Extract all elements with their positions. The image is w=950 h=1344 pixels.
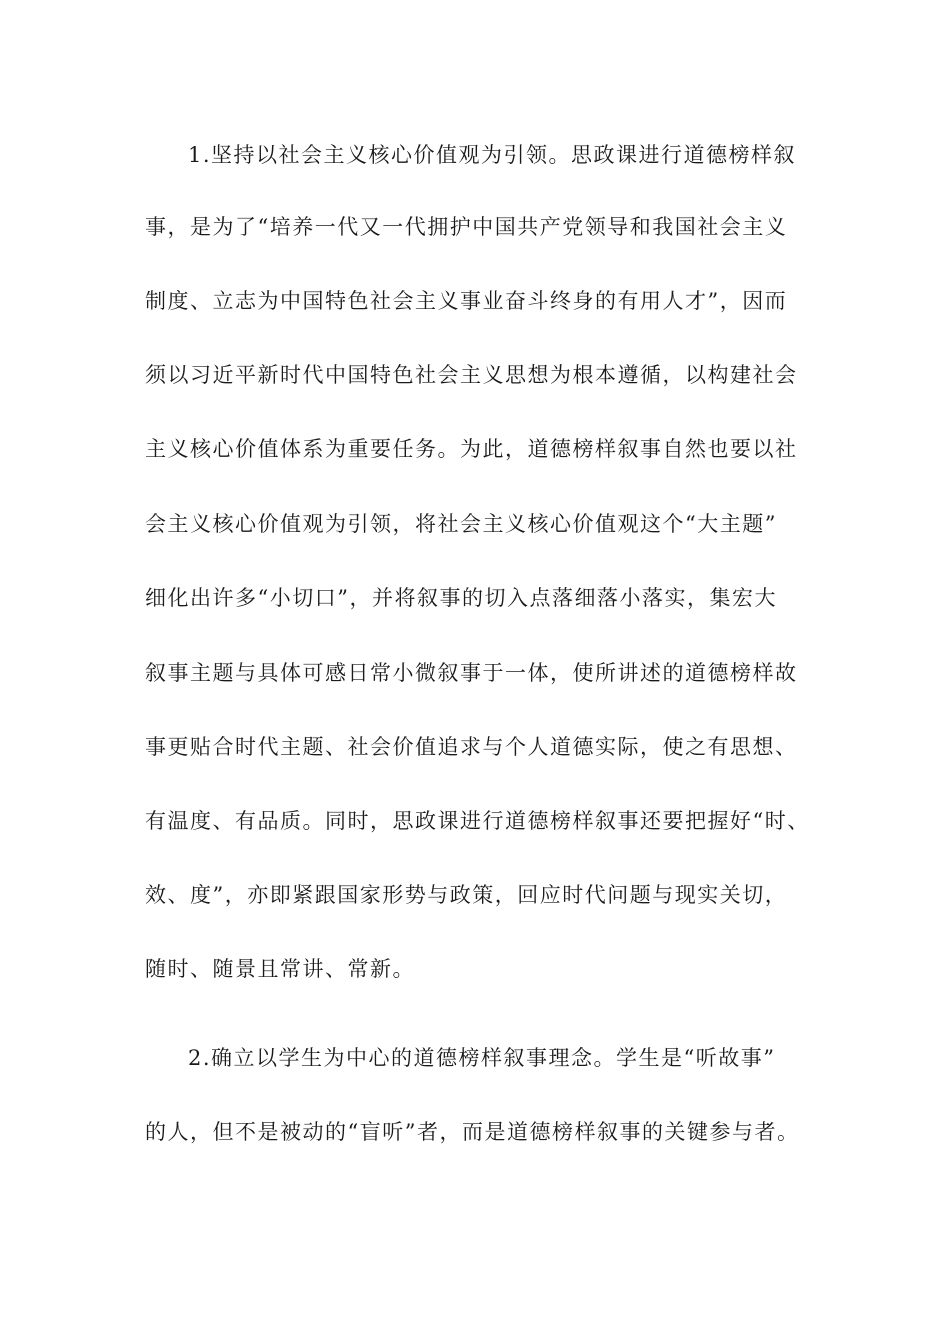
paragraph-line: 主义核心价值体系为重要任务。为此，道德榜样叙事自然也要以社 <box>145 437 798 461</box>
paragraph-line: 会主义核心价值观为引领，将社会主义核心价值观这个“大主题” <box>145 512 777 536</box>
paragraph-line: 有温度、有品质。同时，思政课进行道德榜样叙事还要把握好“时、 <box>145 809 810 833</box>
paragraph-line: 须以习近平新时代中国特色社会主义思想为根本遵循，以构建社会 <box>145 363 798 387</box>
paragraph-line: 制度、立志为中国特色社会主义事业奋斗终身的有用人才”，因而 <box>145 289 788 313</box>
paragraph-line: 2.确立以学生为中心的道德榜样叙事理念。学生是“听故事” <box>188 1046 776 1070</box>
paragraph-line: 事，是为了“培养一代又一代拥护中国共产党领导和我国社会主义 <box>145 215 788 239</box>
paragraph-line: 的人，但不是被动的“盲听”者，而是道德榜样叙事的关键参与者。 <box>145 1120 800 1144</box>
paragraph-line: 随时、随景且常讲、常新。 <box>145 957 415 981</box>
paragraph-line: 叙事主题与具体可感日常小微叙事于一体，使所讲述的道德榜样故 <box>145 661 798 685</box>
paragraph-line: 细化出许多“小切口”，并将叙事的切入点落细落小落实，集宏大 <box>145 586 777 610</box>
paragraph-line: 效、度”，亦即紧跟国家形势与政策，回应时代问题与现实关切， <box>145 883 788 907</box>
paragraph-line: 1.坚持以社会主义核心价值观为引领。思政课进行道德榜样叙 <box>188 143 797 167</box>
paragraph-line: 事更贴合时代主题、社会价值追求与个人道德实际，使之有思想、 <box>145 735 798 759</box>
